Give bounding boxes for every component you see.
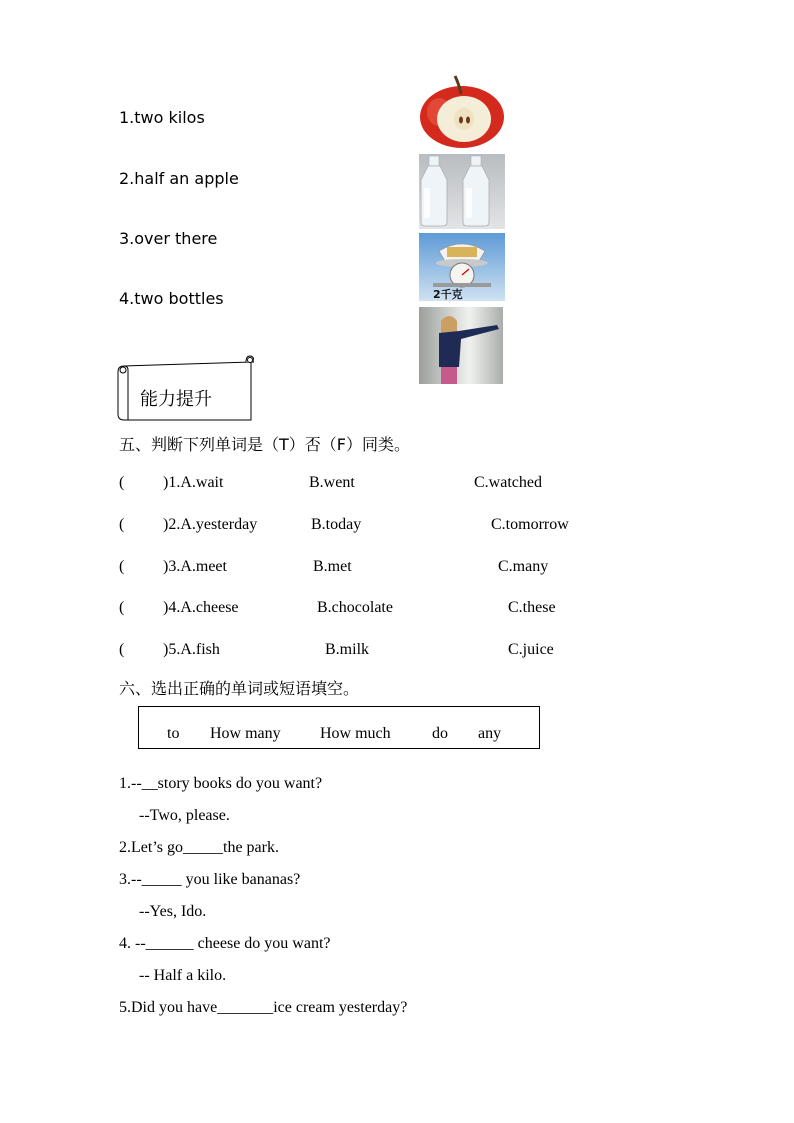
match-item-4: 4.two bottles (119, 289, 224, 308)
milk-bottles-icon (419, 154, 505, 229)
option-a: )1.A.wait (163, 474, 224, 491)
fill-question-3: 3.--_____ you like bananas? (119, 871, 301, 888)
word-bank-item: any (478, 725, 502, 742)
word-bank-item: How many (210, 725, 281, 742)
answer-paren[interactable]: ( (119, 516, 125, 533)
scale-2kg-icon (419, 233, 505, 301)
answer-paren[interactable]: ( (119, 641, 125, 658)
answer-paren[interactable]: ( (119, 599, 125, 616)
fill-answer-3: --Yes, Ido. (139, 903, 207, 920)
option-a: )5.A.fish (163, 641, 220, 658)
option-c: C.tomorrow (491, 516, 569, 533)
option-c: C.watched (474, 474, 542, 491)
option-b: B.milk (325, 641, 370, 658)
banner-label: 能力提升 (140, 389, 212, 410)
section-banner (116, 354, 254, 424)
girl-pointing-icon (419, 307, 503, 384)
match-item-1: 1.two kilos (119, 108, 205, 127)
section5-title: 五、判断下列单词是（T）否（F）同类。 (119, 435, 410, 454)
fill-question-2: 2.Let’s go_____the park. (119, 839, 279, 856)
option-a: )3.A.meet (163, 558, 227, 575)
option-b: B.chocolate (317, 599, 393, 616)
match-item-3: 3.over there (119, 229, 218, 248)
fill-question-5: 5.Did you have_______ice cream yesterday? (119, 999, 408, 1016)
option-c: C.many (498, 558, 549, 575)
fill-question-1: 1.--__story books do you want? (119, 775, 323, 792)
option-c: C.these (508, 599, 556, 616)
option-a: )4.A.cheese (163, 599, 239, 616)
option-c: C.juice (508, 641, 554, 658)
scale-label: 2千克 (433, 288, 463, 301)
apple-half-icon (419, 74, 505, 150)
option-b: B.met (313, 558, 352, 575)
fill-answer-4: -- Half a kilo. (139, 967, 227, 984)
fill-question-4: 4. --______ cheese do you want? (119, 935, 331, 952)
answer-paren[interactable]: ( (119, 474, 125, 491)
word-bank-item: How much (320, 725, 391, 742)
section6-title: 六、选出正确的单词或短语填空。 (119, 679, 360, 698)
word-bank (138, 706, 540, 749)
match-item-2: 2.half an apple (119, 169, 239, 188)
word-bank-item: do (432, 725, 448, 742)
answer-paren[interactable]: ( (119, 558, 125, 575)
option-b: B.went (309, 474, 355, 491)
fill-answer-1: --Two, please. (139, 807, 230, 824)
option-b: B.today (311, 516, 362, 533)
word-bank-item: to (167, 725, 180, 742)
option-a: )2.A.yesterday (163, 516, 258, 533)
